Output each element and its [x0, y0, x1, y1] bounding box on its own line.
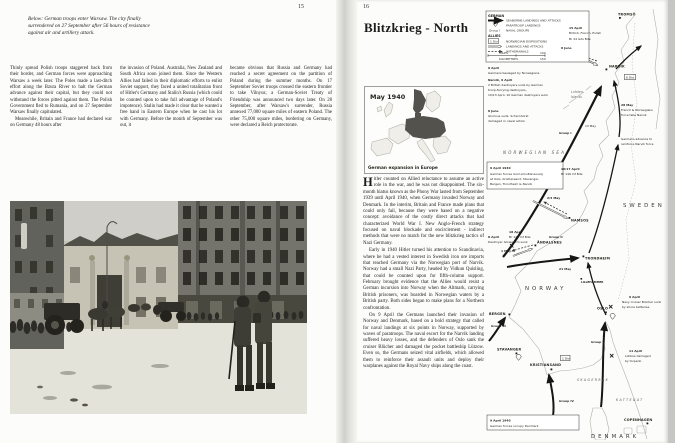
left-page	[0, 0, 336, 443]
map-label: TRONDHEIM	[585, 256, 611, 261]
map-label: Destroyer Glowworm sunk	[488, 240, 528, 244]
map-label: Glorious sunk, Scharnhorst	[488, 114, 529, 118]
map-label: 18 April	[509, 230, 523, 234]
map-label: French & Norwegians	[621, 108, 653, 112]
map-label: 6 Div	[626, 75, 634, 80]
map-label: NARVIK	[609, 64, 625, 69]
page-number-right: 16	[363, 4, 369, 10]
legend-landings: LANDINGS AND ATTACKS	[506, 44, 544, 49]
map-label: 15 April	[569, 26, 583, 30]
legend-seaborne: SEABORNE LANDINGS AND ATTACKS	[506, 18, 561, 23]
map-label: DENMARK	[591, 434, 640, 440]
map-label: KATTEGAT	[616, 398, 644, 402]
map-label: SWEDEN	[623, 203, 665, 209]
map-label: troop-ferrying destroyers,	[488, 88, 527, 92]
map-label: 8 April	[488, 235, 500, 239]
map-label: 21 May	[559, 267, 572, 271]
map-label: Br 148 Inf Bde	[509, 235, 531, 239]
map-label: Islands	[571, 95, 582, 99]
map-label: 11 April	[629, 349, 643, 353]
legend-naval-groups: NAVAL GROUPS	[506, 28, 530, 33]
map-label: 28 May	[621, 103, 634, 107]
scan-edge	[668, 0, 675, 443]
map-label: KRISTIANSAND	[530, 363, 562, 367]
paragraph: Thinly spread Polish troops staggered back from their border, and German forces were approaching Warsaw a week later. The Poles made a last-ditch effort along the Bzura River to halt the German advance against their capital, but they could not withstand the forces pitted against them. The Polish Government fled to Rumania, and on 27 September Warsaw finally capitulated.	[10, 66, 112, 116]
map-label: Navy cruiser Blücher sunk	[622, 300, 662, 304]
legend-allies-header: ALLIES	[488, 34, 501, 38]
map-label: force take Narvik	[621, 113, 647, 117]
europe-inset-map	[364, 86, 484, 174]
map-label: Narvik, 9 April	[488, 78, 513, 82]
right-body-text	[363, 177, 484, 371]
map-label: 9 April 1940	[490, 166, 511, 170]
map-label: German forces occupy Denmark	[490, 424, 539, 428]
map-label: damaged in naval action	[488, 119, 526, 123]
legend-group-label: Group I	[489, 28, 500, 33]
map-label: OSLO	[597, 306, 609, 311]
map-label: SKAGERRAK	[577, 378, 610, 382]
drop-cap: H	[363, 175, 373, 189]
page-title: Blitzkrieg - North	[364, 20, 469, 35]
map-label: COPENHAGEN	[624, 418, 653, 422]
map-label: 1 May	[501, 249, 512, 253]
text-column-1	[10, 66, 112, 129]
map-label: reinforce Narvik force	[621, 142, 654, 146]
map-label: Group III	[491, 324, 506, 328]
right-page	[357, 0, 668, 443]
legend-km: KILOMETRES	[499, 57, 518, 61]
map-label: NORWEGIAN SEA	[503, 150, 567, 155]
map-label: STAVANGER	[497, 347, 522, 352]
map-label: NORWAY	[525, 286, 567, 292]
map-label: ÅNDALSNES	[537, 240, 562, 245]
map-label: 1 Div	[562, 356, 570, 361]
inset-caption: German expansion in Europe	[368, 166, 438, 171]
map-label: NAMSOS	[571, 218, 589, 223]
sunk-ship-markers	[510, 54, 613, 357]
map-label: Group II	[549, 235, 563, 239]
inset-date-label: May 1940	[370, 93, 406, 101]
legend-km-value: 150	[540, 57, 546, 61]
norway-campaign-map	[485, 9, 669, 440]
map-label: BERGEN	[489, 312, 506, 316]
map-label: Germans besieged by Norwegians	[488, 71, 540, 75]
map-label: by torpedo	[625, 359, 642, 363]
paratroop-icons	[516, 313, 615, 360]
text-column-3	[230, 66, 332, 129]
legend-withdrawals: WITHDRAWALS	[506, 49, 529, 54]
map-label: by shore batteries	[622, 305, 650, 309]
map-label: 13 May	[585, 124, 596, 128]
map-label: Group IV	[559, 399, 574, 403]
text-column-2	[120, 66, 222, 129]
map-label: LILLEHAMMER	[581, 280, 604, 284]
paragraph: Hitler counted on Allied reluctance to assume an active role in the war, and he was not disappointed. The six-month hiatus known as the Phony War lasted from September 1939 until April 1940, when Germany invaded Norway and Denmark. In the interim, Britain and France made plans that could only fail, because they were based on a negative concept: avoidance of the costly direct attacks that had characterized World War I. New Anglo-French strategy focused on naval blockade and encirclement - indirect methods that were no match for the new blitzkrieg tactics of Nazi Germany.	[363, 175, 484, 246]
legend-german-header: GERMAN	[488, 14, 505, 18]
map-label: at Oslo, Kristiansand, Stavanger,	[490, 177, 540, 181]
page-gutter	[336, 0, 357, 443]
map-label: Group V	[591, 340, 605, 344]
map-label: 2/3 May	[547, 196, 561, 200]
paragraph: Meanwhile, Britain and France had declared war on Germany 48 hours after	[10, 116, 112, 128]
legend-miles: MILES	[499, 51, 508, 55]
map-label: 9 April	[488, 66, 500, 70]
map-label: 8 June	[561, 46, 572, 50]
map-label: Bergen, Trondheim & Narvik	[490, 182, 533, 186]
map-label: 8 June	[488, 109, 499, 113]
legend-paratroop: PARATROOP LANDINGS	[506, 23, 541, 28]
map-label: 9 April	[629, 295, 641, 299]
map-label: German forces land simultaneously	[490, 172, 544, 176]
paragraph: the invasion of Poland. Australia, New Zealand and South Africa soon joined them. Since the Western Allies had failed in their diplomatic efforts to enlist Soviet support, they faced a united totalitarian front of Hitler's Germany and Stalin's Russia (which could be counted upon to take full advantage of Poland's impotence). Stalin had made it clear that he wanted a free hand in Eastern Europe when he cast his lot with Germany. Before the month of September was out, it	[120, 66, 222, 128]
legend-norwegian: NORWEGIAN DISPOSITIONS	[506, 39, 548, 44]
legend-div-label: 1 Div	[490, 39, 498, 44]
map-label: Br 146 Inf Bde	[561, 172, 583, 176]
map-label: Group I	[559, 131, 572, 135]
map-label: Br 24 Gds Bde	[569, 37, 591, 41]
page-number-left: 15	[298, 4, 304, 10]
map-label: Germans advance to	[621, 137, 653, 141]
map-label: TROMSÖ	[618, 12, 636, 17]
warsaw-photo	[10, 201, 307, 414]
paragraph: Early in 1940 Hitler turned his attention to Scandinavia, where he had a vested interest in Swedish iron ore imports that reached Germany via the Norwegian port of Narvik. Norway had a small Nazi Party, headed by Vidkun Quisling, that could be counted upon for fifth-column support. February brought evidence that the Allies would resist a German incursion into Norway when the Altmark, carrying British prisoners, was boarded in Norwegian waters by a British party. Both sides began to make plans for a Northern confrontation.	[363, 248, 484, 311]
map-label: British, French, Polish	[569, 31, 602, 35]
map-label: Lützow damaged	[625, 354, 651, 358]
photo-caption: Below: German troops enter Warsaw. The city finally surrendered on 27 September after 56 hours of resistance against air and artillery attack.	[28, 16, 150, 36]
map-label: Lofoten	[571, 90, 583, 94]
paragraph: On 9 April the Germans launched their invasion of Norway and Denmark, based on a bold strategy that called for naval landings at six points in Norway, supported by waves of paratroops. The naval escort for the Narvik landing suffered heavy losses, and the defenders of Oslo sank the cruiser Blücher and damaged the pocket battleship Lützow. Even so, the Germans seized vital airfields, which allowed them to reinforce their assault units and deploy their warplanes against the Royal Navy ships along the coast.	[363, 312, 484, 369]
map-label: 16/17 April	[561, 167, 580, 171]
paragraph: became obvious that Russia and Germany had reached a secret agreement on the partition of Poland during the summer months. On 17 September Soviet troops crossed the eastern frontier to take Vilnyus; a German-Soviet Treaty of Friendship was announced two days later. On 28 September, after Warsaw's surrender, Russia annexed 77,000 square miles of eastern Poland. The other 75,000 square miles, bordering on Germany, were declared a Reich protectorate.	[230, 66, 332, 128]
map-label: 10/13 April, 10 German destroyers sunk	[488, 93, 549, 97]
map-label: 9 April 1940	[490, 418, 511, 423]
legend-miles-value: 100	[540, 51, 546, 55]
map-labels	[488, 12, 665, 441]
body-text-columns	[10, 66, 332, 129]
map-label: 2 British destroyers sunk by German	[488, 83, 543, 87]
